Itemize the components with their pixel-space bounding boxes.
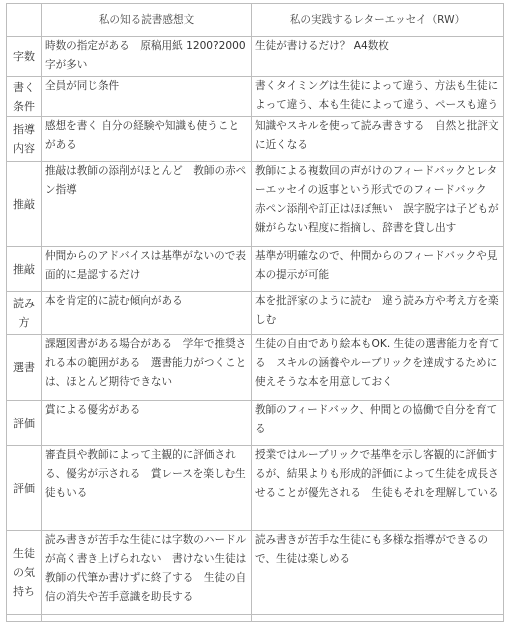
table-row-empty: [7, 615, 504, 622]
letter-essay-cell: 読み書きが苦手な生徒にも多様な指導ができるので、生徒は楽しめる: [252, 531, 504, 615]
letter-essay-cell: 授業ではルーブリックで基準を示し客観的に評価するが、結果よりも形成的評価によって生徒を成長させることが優先される 生徒もそれを理解している: [252, 446, 504, 531]
header-row: [7, 4, 504, 37]
table-row: [7, 401, 504, 446]
letter-essay-cell: 生徒の自由であり絵本もOK. 生徒の選書能力を育てる スキルの涵養やルーブリックを達成するために使えそうな本を用意しておく: [252, 335, 504, 401]
table-row: [7, 77, 504, 117]
row-label: 評価: [7, 446, 42, 531]
table-row: [7, 335, 504, 401]
empty-cell: [7, 615, 42, 622]
table-row: [7, 292, 504, 335]
empty-cell: [42, 615, 252, 622]
letter-essay-cell: 知識やスキルを使って読み書きする 自然と批評文に近くなる: [252, 117, 504, 162]
reading-report-cell: 読み書きが苦手な生徒には字数のハードルが高く書き上げられない 書けない生徒は教師の代筆か書けずに終了する 生徒の自信の消失や苦手意識を助長する: [42, 531, 252, 615]
row-label: 選書: [7, 335, 42, 401]
reading-report-cell: 時数の指定がある 原稿用紙 1200?2000字が多い: [42, 37, 252, 77]
header-reading-report: 私の知る読書感想文: [42, 4, 252, 37]
reading-report-cell: 賞による優劣がある: [42, 401, 252, 446]
letter-essay-cell: 基準が明確なので、仲間からのフィードバックや見本の提示が可能: [252, 247, 504, 292]
comparison-table: [6, 3, 504, 622]
empty-cell: [252, 615, 504, 622]
letter-essay-cell: 本を批評家のように読む 違う読み方や考え方を楽しむ: [252, 292, 504, 335]
letter-essay-cell: 書くタイミングは生徒によって違う、方法も生徒によって違う、本も生徒によって違う、ペースも違う: [252, 77, 504, 117]
header-letter-essay: 私の実践するレターエッセイ（RW）: [252, 4, 504, 37]
reading-report-cell: 全員が同じ条件: [42, 77, 252, 117]
row-label: 読み方: [7, 292, 42, 335]
row-label: 指導内容: [7, 117, 42, 162]
reading-report-cell: 感想を書く 自分の経験や知識も使うことがある: [42, 117, 252, 162]
table-row: [7, 37, 504, 77]
row-label: 評価: [7, 401, 42, 446]
letter-essay-cell: 教師による複数回の声がけのフィードバックとレターエッセイの返事という形式でのフィードバック 赤ペン添削や訂正はほぼ無い 誤字脱字は子どもが嫌がらない程度に指摘し、辞書を貸し出す: [252, 162, 504, 247]
row-label: 推敲: [7, 162, 42, 247]
row-label: 書く条件: [7, 77, 42, 117]
header-corner: [7, 4, 42, 37]
letter-essay-cell: 教師のフィードバック、仲間との協働で自分を育てる: [252, 401, 504, 446]
letter-essay-cell: 生徒が書けるだけ？ A4数枚: [252, 37, 504, 77]
row-label: 推敲: [7, 247, 42, 292]
table-row: [7, 247, 504, 292]
reading-report-cell: 推敲は教師の添削がほとんど 教師の赤ペン指導: [42, 162, 252, 247]
table-row: [7, 162, 504, 247]
table-row: [7, 531, 504, 615]
reading-report-cell: 審査員や教師によって主観的に評価される、優劣が示される 賞レースを楽しむ生徒もいる: [42, 446, 252, 531]
table-row: [7, 446, 504, 531]
reading-report-cell: 課題図書がある場合がある 学年で推奨される本の範囲がある 選書能力がつくことは、ほとんど期待できない: [42, 335, 252, 401]
reading-report-cell: 本を肯定的に読む傾向がある: [42, 292, 252, 335]
row-label: 字数: [7, 37, 42, 77]
table-row: [7, 117, 504, 162]
row-label: 生徒の気持ち: [7, 531, 42, 615]
reading-report-cell: 仲間からのアドバイスは基準がないので表面的に是認するだけ: [42, 247, 252, 292]
